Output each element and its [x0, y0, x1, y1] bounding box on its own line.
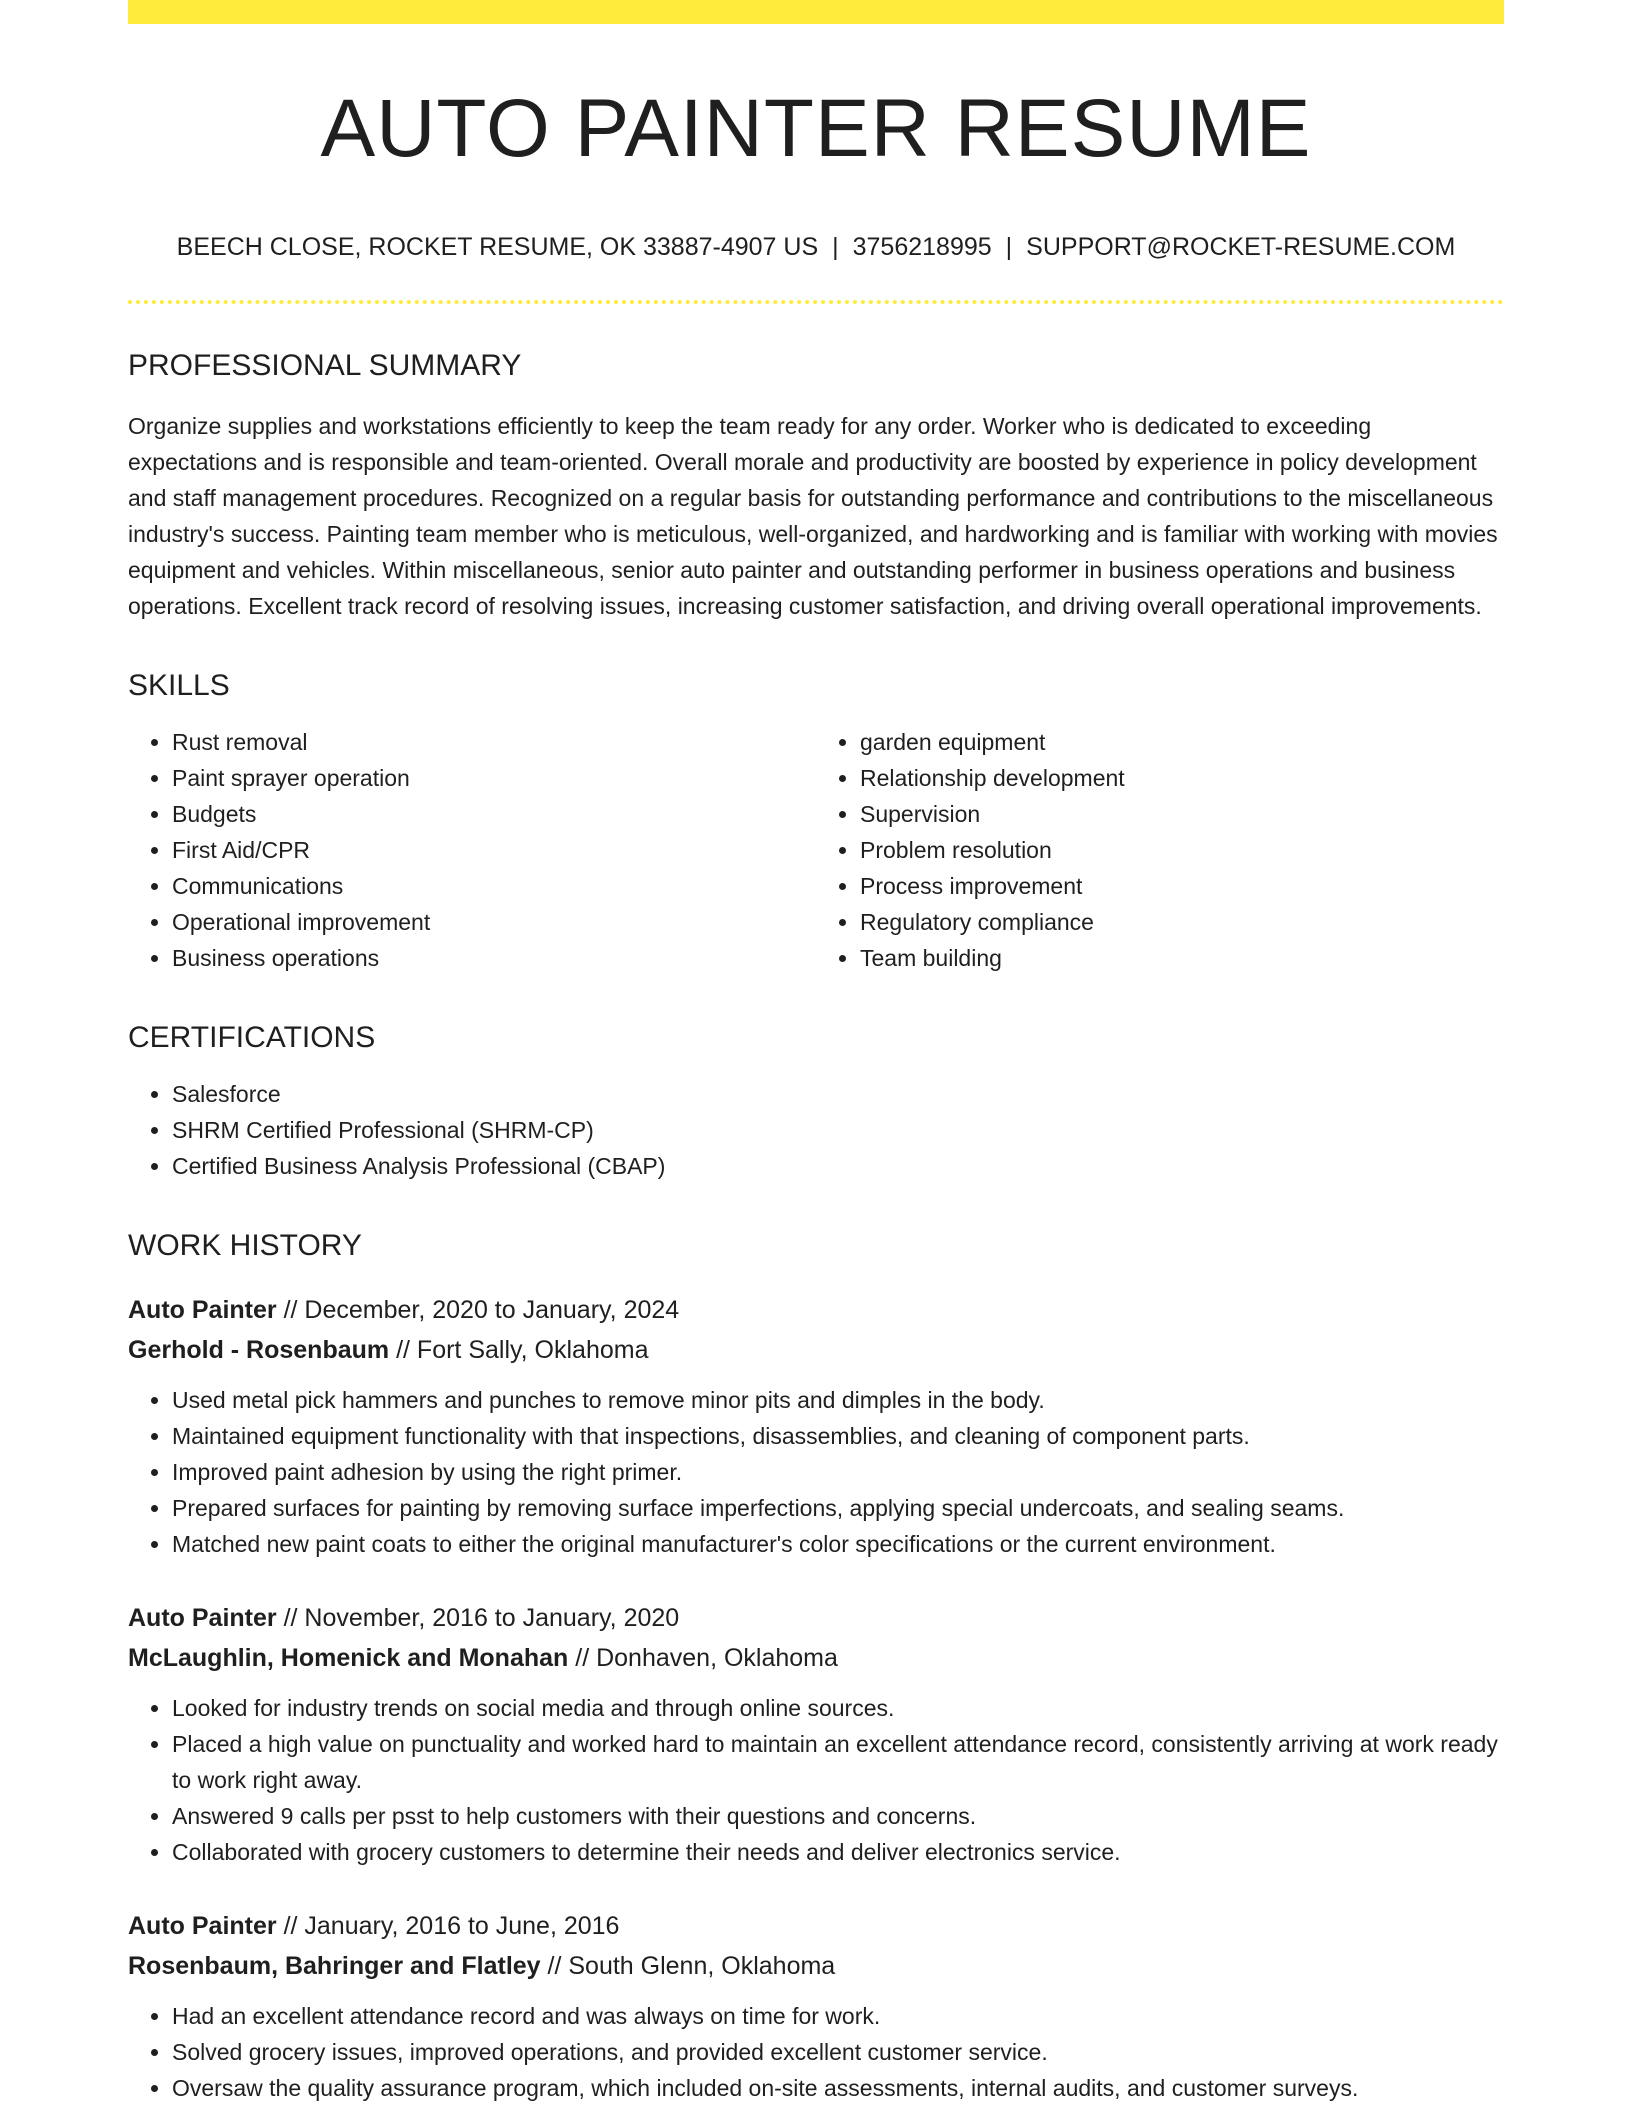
- job-duty: • Answered 9 calls per psst to help customers with their questions and concerns.: [172, 1798, 1504, 1834]
- job-duty: • Maintained equipment functionality with that inspections, disassemblies, and cleaning of component parts.: [172, 1418, 1504, 1454]
- certifications-section: [128, 1020, 1504, 1184]
- skill-item: • Rust removal: [172, 724, 816, 760]
- skill-item: • Budgets: [172, 796, 816, 832]
- top-accent-bar: [128, 0, 1504, 24]
- job-duty: • Oversaw the quality assurance program, which included on-site assessments, internal audits, and customer surveys.: [172, 2070, 1504, 2106]
- job-location: // South Glenn, Oklahoma: [540, 1952, 836, 1981]
- job-company: Gerhold - Rosenbaum: [128, 1336, 390, 1365]
- job-title: Auto Painter: [128, 1604, 277, 1633]
- job-duty: • Placed a high value on punctuality and worked hard to maintain an excellent attendance record, consistently arriving at work ready to work right away.: [172, 1726, 1504, 1798]
- resume-title: AUTO PAINTER RESUME: [320, 83, 1312, 174]
- job-duties: [128, 1382, 1504, 1562]
- skill-item: • Business operations: [172, 940, 816, 976]
- skill-item: • Regulatory compliance: [860, 904, 1504, 940]
- job-duty: • Collaborated with grocery customers to determine their needs and deliver electronics service.: [172, 1834, 1504, 1870]
- job-title-line: [128, 1598, 1504, 1638]
- skill-item: • Communications: [172, 868, 816, 904]
- job-duties: [128, 1690, 1504, 1870]
- skill-item: • Process improvement: [860, 868, 1504, 904]
- job-entry: [128, 1906, 1504, 2106]
- skill-item: • Operational improvement: [172, 904, 816, 940]
- certification-item: • Salesforce: [172, 1076, 1504, 1112]
- job-duty: • Improved paint adhesion by using the right primer.: [172, 1454, 1504, 1490]
- job-duty: • Used metal pick hammers and punches to remove minor pits and dimples in the body.: [172, 1382, 1504, 1418]
- job-company: McLaughlin, Homenick and Monahan: [128, 1644, 569, 1673]
- job-company-line: [128, 1330, 1504, 1370]
- header-divider: [128, 300, 1504, 304]
- job-dates: // December, 2020 to January, 2024: [276, 1296, 680, 1325]
- job-dates: // January, 2016 to June, 2016: [276, 1912, 620, 1941]
- job-title-line: [128, 1290, 1504, 1330]
- job-title-line: [128, 1906, 1504, 1946]
- job-entry: [128, 1290, 1504, 1562]
- certification-item: • SHRM Certified Professional (SHRM-CP): [172, 1112, 1504, 1148]
- summary-text: Organize supplies and workstations efficiently to keep the team ready for any order. Worker who is dedicated to exceeding expectations and is responsible and team-oriented. Overall morale and productivity are boosted by experience in policy development and staff management procedures. Recognized on a regular basis for outstanding performance and contributions to the miscellaneous industry's success. Painting team member who is meticulous, well-organized, and hardworking and is familiar with working with movies equipment and vehicles. Within miscellaneous, senior auto painter and outstanding performer in business operations and business operations. Excellent track record of resolving issues, increasing customer satisfaction, and driving overall operational improvements.: [128, 413, 1498, 620]
- skills-grid: [128, 724, 1504, 976]
- job-company-line: [128, 1638, 1504, 1678]
- job-title: Auto Painter: [128, 1296, 277, 1325]
- contact-separator: |: [832, 233, 839, 262]
- work-history-section: [128, 1228, 1504, 2106]
- job-location: // Fort Sally, Oklahoma: [389, 1336, 649, 1365]
- skill-item: • Problem resolution: [860, 832, 1504, 868]
- job-location: // Donhaven, Oklahoma: [568, 1644, 838, 1673]
- job-company: Rosenbaum, Bahringer and Flatley: [128, 1952, 541, 1981]
- skill-item: • Supervision: [860, 796, 1504, 832]
- skill-item: • Relationship development: [860, 760, 1504, 796]
- skill-item: • First Aid/CPR: [172, 832, 816, 868]
- job-entry: [128, 1598, 1504, 1870]
- certifications-heading: CERTIFICATIONS: [128, 1021, 376, 1055]
- skills-section: [128, 668, 1504, 976]
- skill-item: • Team building: [860, 940, 1504, 976]
- skills-list-right: [816, 724, 1504, 976]
- job-dates: // November, 2016 to January, 2020: [276, 1604, 680, 1633]
- job-duty: • Matched new paint coats to either the original manufacturer's color specifications or the current environment.: [172, 1526, 1504, 1562]
- contact-email: SUPPORT@ROCKET-RESUME.COM: [1026, 233, 1456, 262]
- contact-separator: |: [1005, 233, 1013, 262]
- summary-section: [128, 348, 1504, 624]
- resume-page: [128, 0, 1504, 2106]
- job-duty: • Had an excellent attendance record and was always on time for work.: [172, 1998, 1504, 2034]
- certification-item: • Certified Business Analysis Professional (CBAP): [172, 1148, 1504, 1184]
- job-duty: • Prepared surfaces for painting by removing surface imperfections, applying special undercoats, and sealing seams.: [172, 1490, 1504, 1526]
- contact-line: [128, 232, 1504, 262]
- skill-item: • Paint sprayer operation: [172, 760, 816, 796]
- contact-address: BEECH CLOSE, ROCKET RESUME, OK 33887-4907 US: [176, 233, 819, 262]
- job-duty: • Solved grocery issues, improved operations, and provided excellent customer service.: [172, 2034, 1504, 2070]
- skill-item: • garden equipment: [860, 724, 1504, 760]
- job-duty: • Looked for industry trends on social media and through online sources.: [172, 1690, 1504, 1726]
- job-duties: [128, 1998, 1504, 2106]
- job-title: Auto Painter: [128, 1912, 277, 1941]
- job-company-line: [128, 1946, 1504, 1986]
- skills-heading: SKILLS: [128, 669, 230, 703]
- skills-list-left: [128, 724, 816, 976]
- summary-heading: PROFESSIONAL SUMMARY: [128, 349, 522, 383]
- certifications-list: [128, 1076, 1504, 1184]
- work-history-heading: WORK HISTORY: [128, 1229, 362, 1263]
- contact-phone: 3756218995: [852, 233, 992, 262]
